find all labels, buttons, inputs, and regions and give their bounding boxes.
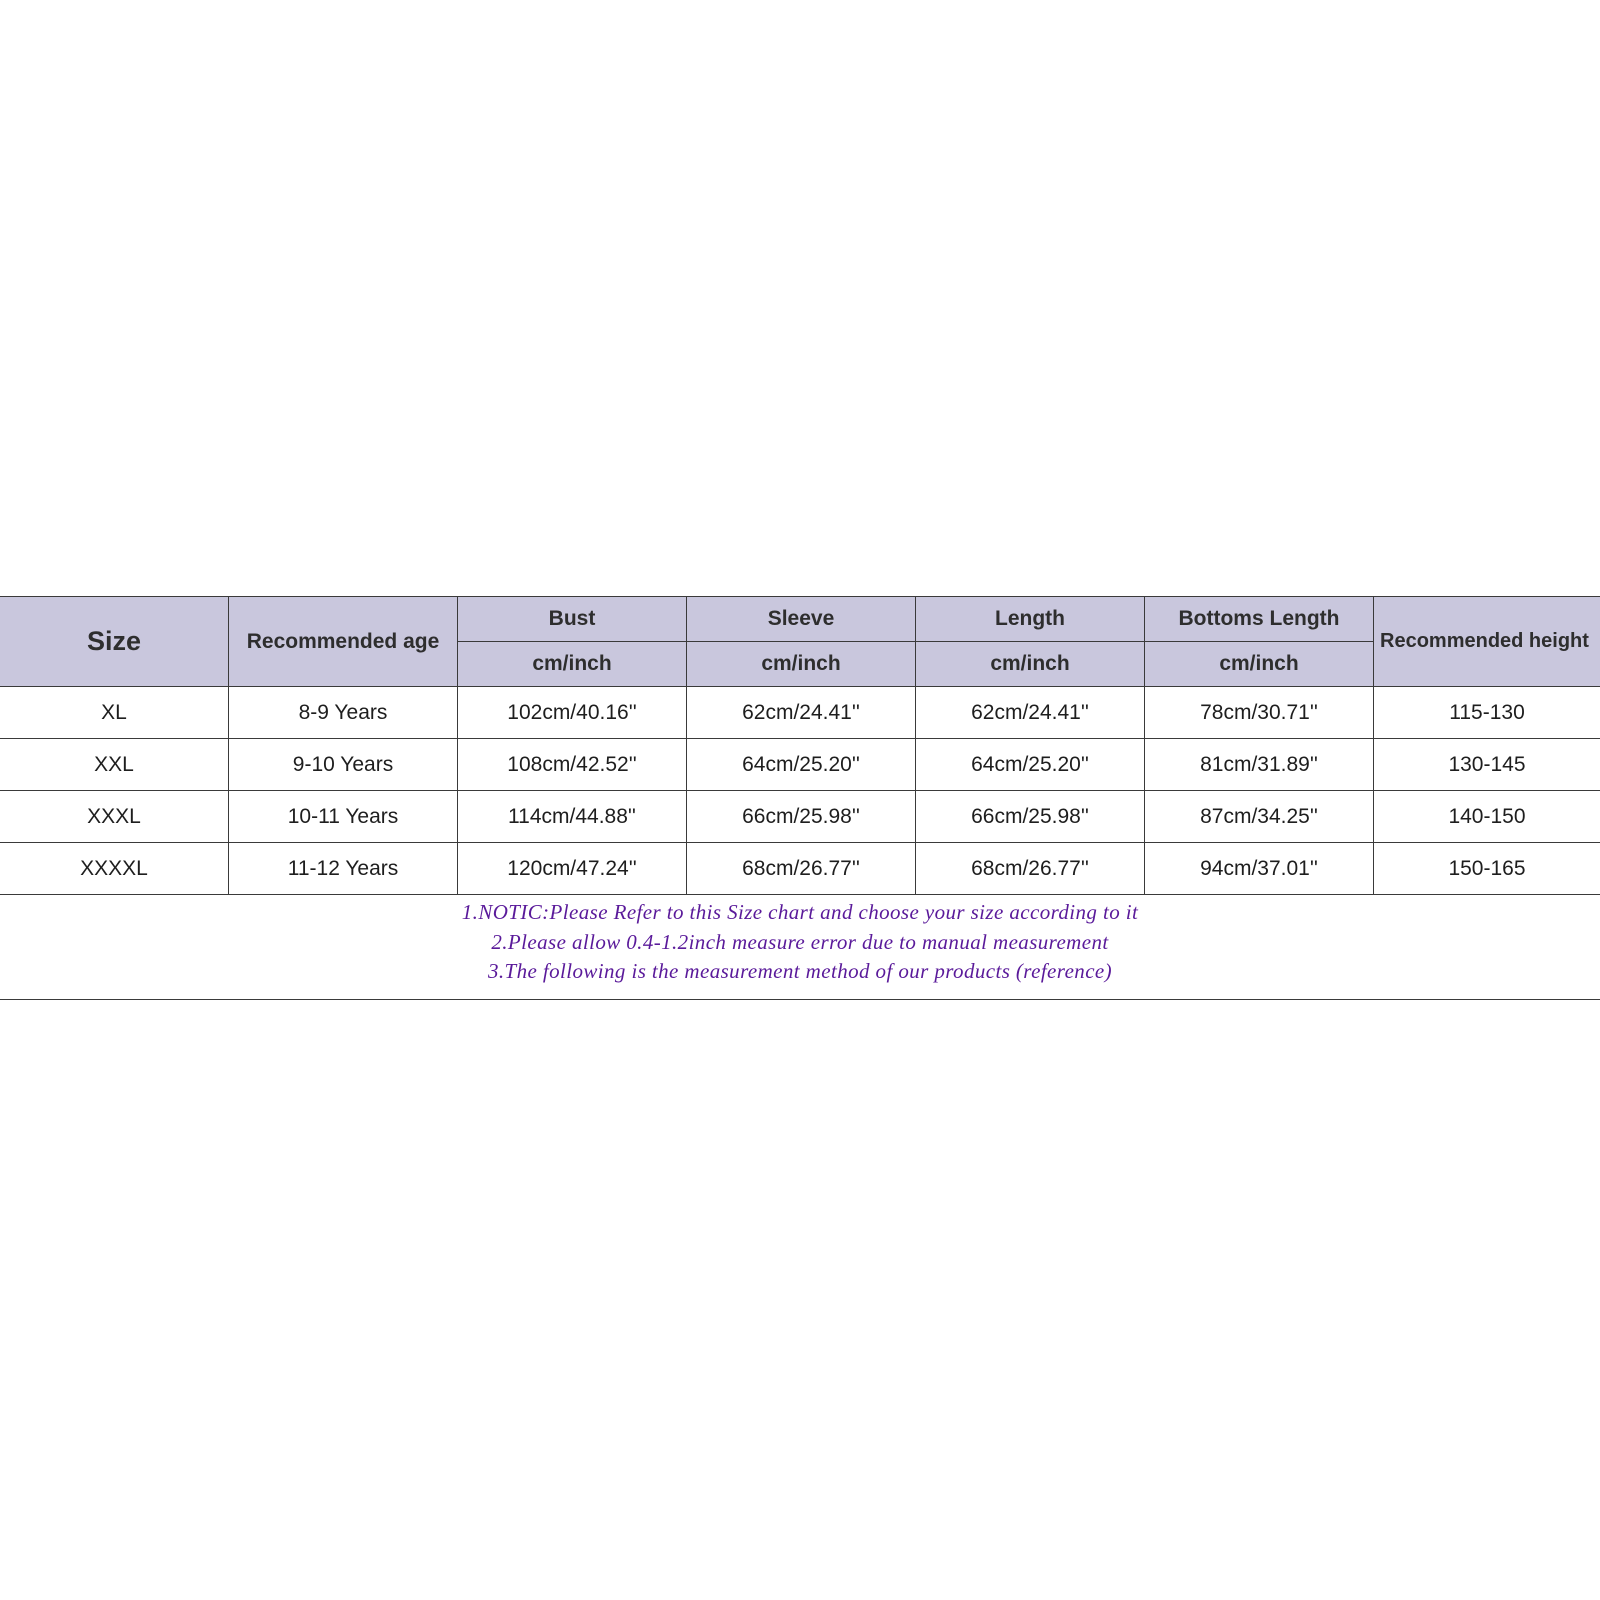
age-cell: 8-9 Years <box>229 687 458 739</box>
size-cell: XXL <box>0 739 229 791</box>
bottoms-length-unit-header: cm/inch <box>1145 642 1374 687</box>
header-row <box>0 597 1600 642</box>
recommended-age-column-header: Recommended age <box>229 597 458 687</box>
height-cell: 130-145 <box>1374 739 1600 791</box>
bust-cell: 120cm/47.24'' <box>458 843 687 895</box>
table-row <box>0 843 1600 895</box>
sleeve-column-header: Sleeve <box>687 597 916 642</box>
note-line: 1.NOTIC:Please Refer to this Size chart and choose your size according to it <box>461 900 1139 924</box>
bust-unit-header: cm/inch <box>458 642 687 687</box>
length-column-header: Length <box>916 597 1145 642</box>
length-cell: 68cm/26.77'' <box>916 843 1145 895</box>
table-row <box>0 791 1600 843</box>
bottoms-length-cell: 94cm/37.01'' <box>1145 843 1374 895</box>
sleeve-cell: 64cm/25.20'' <box>687 739 916 791</box>
bust-cell: 114cm/44.88'' <box>458 791 687 843</box>
size-cell: XXXXL <box>0 843 229 895</box>
bottoms-length-cell: 78cm/30.71'' <box>1145 687 1374 739</box>
height-cell: 115-130 <box>1374 687 1600 739</box>
length-unit-header: cm/inch <box>916 642 1145 687</box>
height-cell: 150-165 <box>1374 843 1600 895</box>
bottoms-length-cell: 87cm/34.25'' <box>1145 791 1374 843</box>
bust-column-header: Bust <box>458 597 687 642</box>
sleeve-unit-header: cm/inch <box>687 642 916 687</box>
bust-cell: 108cm/42.52'' <box>458 739 687 791</box>
size-chart <box>0 596 1600 1000</box>
bust-cell: 102cm/40.16'' <box>458 687 687 739</box>
length-cell: 64cm/25.20'' <box>916 739 1145 791</box>
height-cell: 140-150 <box>1374 791 1600 843</box>
length-cell: 66cm/25.98'' <box>916 791 1145 843</box>
table-row <box>0 739 1600 791</box>
sleeve-cell: 66cm/25.98'' <box>687 791 916 843</box>
age-cell: 9-10 Years <box>229 739 458 791</box>
age-cell: 10-11 Years <box>229 791 458 843</box>
recommended-height-column-header: Recommended height <box>1374 597 1600 687</box>
size-cell: XL <box>0 687 229 739</box>
age-cell: 11-12 Years <box>229 843 458 895</box>
size-chart-table <box>0 596 1600 895</box>
length-cell: 62cm/24.41'' <box>916 687 1145 739</box>
bottoms-length-column-header: Bottoms Length <box>1145 597 1374 642</box>
sleeve-cell: 62cm/24.41'' <box>687 687 916 739</box>
note-line: 3.The following is the measurement method of our products (reference) <box>487 959 1113 983</box>
note-line: 2.Please allow 0.4-1.2inch measure error due to manual measurement <box>491 929 1109 954</box>
size-chart-notes <box>0 895 1600 1000</box>
size-cell: XXXL <box>0 791 229 843</box>
sleeve-cell: 68cm/26.77'' <box>687 843 916 895</box>
table-row <box>0 687 1600 739</box>
bottoms-length-cell: 81cm/31.89'' <box>1145 739 1374 791</box>
size-column-header: Size <box>0 597 229 687</box>
